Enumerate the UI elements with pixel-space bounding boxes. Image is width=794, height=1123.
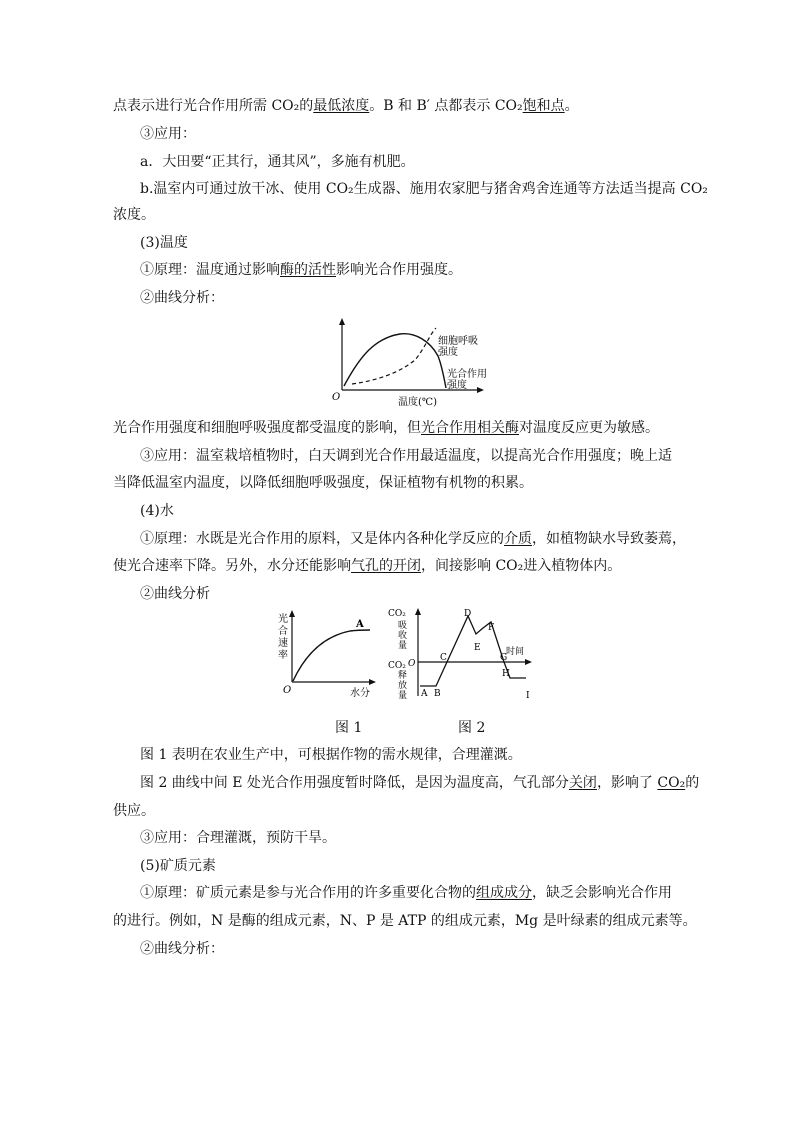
text-line-3: a．大田要“正其行，通其风”，多施有机肥。 xyxy=(140,154,415,170)
text-line-15: ②曲线分析 xyxy=(140,586,210,602)
photosynthesis-label-2: 强度 xyxy=(447,380,467,391)
y-axis-arrow xyxy=(289,610,295,617)
text-line-13: ①原理：水既是光合作用的原料，又是体内各种化学反应的介质，如植物缺水导致萎蔫， xyxy=(140,531,686,547)
point-label-a: A xyxy=(421,689,428,699)
point-label-h: H xyxy=(502,669,510,679)
point-label-a: A xyxy=(356,619,364,630)
underlined-term: 组成成分 xyxy=(476,885,532,901)
respiration-label-2: 强度 xyxy=(438,347,458,358)
co2-release-label: CO₂ xyxy=(388,661,406,671)
absorb-label-char: 收 xyxy=(398,631,408,641)
text-line-19: ③应用：合理灌溉，预防干旱。 xyxy=(140,830,336,846)
text-line-1: 点表示进行光合作用所需 CO₂的最低浓度。B 和 B′ 点都表示 CO₂饱和点。 xyxy=(113,98,579,114)
text-line-17: 图 2 曲线中间 E 处光合作用强度暂时降低，是因为温度高，气孔部分关闭，影响了 CO₂的 xyxy=(140,775,700,791)
text-line-16: 图 1 表明在农业生产中，可根据作物的需水规律，合理灌溉。 xyxy=(140,747,522,763)
point-label-d: D xyxy=(464,609,472,619)
figure-2-caption: 图 2 xyxy=(458,720,486,736)
text-line-2: ③应用： xyxy=(140,126,196,142)
underlined-term: 饱和点 xyxy=(522,98,565,114)
text-line-14: 使光合速率下降。另外，水分还能影响气孔的开闭，间接影响 CO₂进入植物体内。 xyxy=(113,558,622,574)
y-axis-label-char: 速 xyxy=(278,638,288,649)
point-label-c: C xyxy=(440,653,447,663)
text-line-10: ③应用：温室栽培植物时，白天调到光合作用最适温度，以提高光合作用强度；晚上适 xyxy=(140,448,672,464)
text-line-4: b.温室内可通过放干冰、使用 CO₂生成器、施用农家肥与猪舍鸡舍连通等方法适当提高 CO₂ xyxy=(140,181,708,197)
co2-absorb-label: CO₂ xyxy=(388,609,406,619)
point-label-e: E xyxy=(474,643,481,653)
release-label-char: 量 xyxy=(398,691,408,701)
underlined-term: 最低浓度 xyxy=(313,98,370,114)
underlined-term: 光合作用相关酶 xyxy=(421,420,519,436)
figure-1-caption: 图 1 xyxy=(335,720,363,736)
x-axis-label: 水分 xyxy=(350,688,370,698)
x-axis-label: 温度(℃) xyxy=(398,397,437,408)
release-label-char: 释 xyxy=(398,671,408,681)
y-axis-label-char: 率 xyxy=(278,650,288,661)
respiration-label-1: 细胞呼吸 xyxy=(438,336,478,347)
respiration-curve xyxy=(352,328,436,384)
point-label-b: B xyxy=(434,689,441,699)
temperature-curve-svg xyxy=(330,316,500,408)
photosynthesis-curve xyxy=(344,334,446,388)
text-line-5: 浓度。 xyxy=(113,207,155,223)
section-heading-water: (4)水 xyxy=(140,503,174,519)
underlined-term: 介质 xyxy=(504,531,532,547)
x-axis-arrow xyxy=(477,387,484,393)
figure-1-svg xyxy=(270,608,380,698)
text-line-23: ②曲线分析： xyxy=(140,941,224,957)
origin-label: O xyxy=(283,685,292,696)
text-line-18: 供应。 xyxy=(113,803,155,819)
origin-label: O xyxy=(408,659,416,669)
water-rate-curve xyxy=(293,630,370,681)
temperature-curve-figure xyxy=(330,316,500,408)
x-axis-arrow xyxy=(369,679,376,685)
absorb-label-char: 量 xyxy=(398,641,408,651)
y-axis-arrow xyxy=(415,608,421,615)
underlined-term: 气孔的开闭 xyxy=(351,558,421,574)
photosynthesis-label-1: 光合作用 xyxy=(447,369,487,380)
text-line-8: ②曲线分析： xyxy=(140,290,224,306)
underlined-term: CO₂ xyxy=(657,775,686,791)
text-line-22: 的进行。例如，N 是酶的组成元素，N、P 是 ATP 的组成元素，Mg 是叶绿素的组成元素等。 xyxy=(113,913,697,929)
release-label-char: 放 xyxy=(398,681,408,691)
origin-label: O xyxy=(332,392,341,403)
underlined-term: 酶的活性 xyxy=(280,262,336,278)
y-axis-arrow xyxy=(339,318,345,325)
point-label-g: G xyxy=(500,653,508,663)
y-axis-label-char: 合 xyxy=(278,626,288,637)
point-label-f: F xyxy=(488,623,495,633)
text-line-11: 当降低温室内温度，以降低细胞呼吸强度，保证植物有机物的积累。 xyxy=(113,475,533,491)
section-heading-minerals: (5)矿质元素 xyxy=(140,858,216,874)
text-line-7: ①原理：温度通过影响酶的活性影响光合作用强度。 xyxy=(140,262,462,278)
figure-2 xyxy=(388,606,538,702)
text-line-21: ①原理：矿质元素是参与光合作用的许多重要化合物的组成成分，缺乏会影响光合作用 xyxy=(140,885,672,901)
underlined-term: 关闭 xyxy=(568,775,597,791)
figure-2-svg xyxy=(388,606,538,702)
text-line-9: 光合作用强度和细胞呼吸强度都受温度的影响，但光合作用相关酶对温度反应更为敏感。 xyxy=(113,420,659,436)
section-heading-temperature: (3)温度 xyxy=(140,235,188,251)
x-axis-label: 时间 xyxy=(506,647,525,657)
absorb-label-char: 吸 xyxy=(398,621,408,631)
x-axis-arrow xyxy=(525,659,532,665)
figure-1 xyxy=(270,608,380,698)
point-label-i: I xyxy=(526,691,530,701)
y-axis-label-char: 光 xyxy=(278,614,288,625)
